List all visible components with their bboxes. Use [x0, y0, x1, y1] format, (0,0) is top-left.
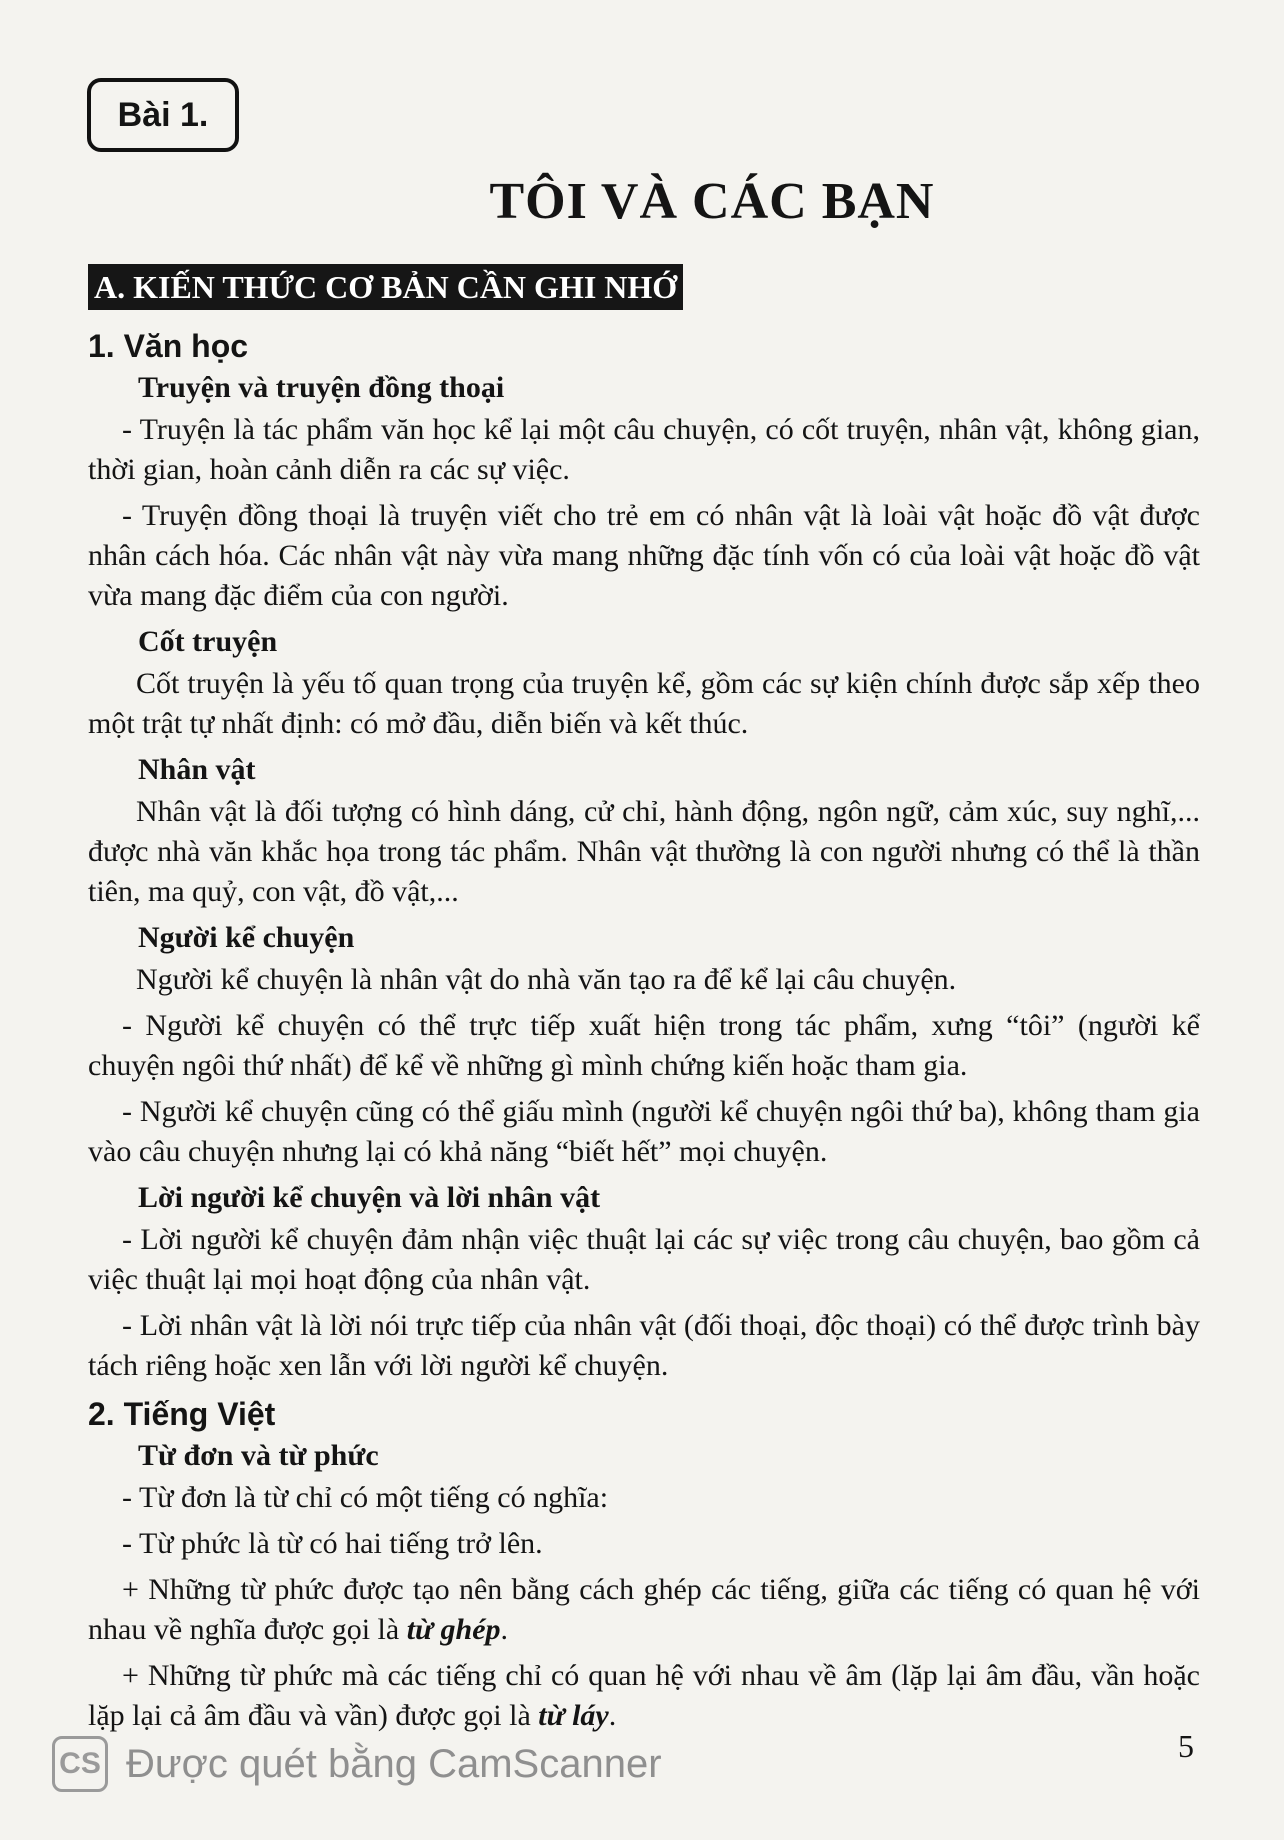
paragraph [88, 1656, 1200, 1736]
page-title: TÔI VÀ CÁC BẠN [489, 173, 935, 230]
paragraph: - Người kể chuyện có thể trực tiếp xuất hiện trong tác phẩm, xưng “tôi” (người kể chuyện ngôi thứ nhất) để kể về những gì mình chứng kiến hoặc tham gia. [88, 1009, 1200, 1082]
camscanner-logo-icon: CS [52, 1736, 108, 1792]
paragraph: Nhân vật là đối tượng có hình dáng, cử chỉ, hành động, ngôn ngữ, cảm xúc, suy nghĩ,... được nhà văn khắc họa trong tác phẩm. Nhân vật thường là con người nhưng có thể là thần tiên, ma quỷ, con vật, đồ vật,... [88, 795, 1200, 908]
subheading-nguoi-ke-chuyen: Người kể chuyện [138, 921, 355, 954]
paragraph: Cốt truyện là yếu tố quan trọng của truyện kể, gồm các sự kiện chính được sắp xếp theo một trật tự nhất định: có mở đầu, diễn biến và kết thúc. [88, 667, 1200, 740]
heading-tieng-viet: 2. Tiếng Việt [88, 1396, 276, 1432]
paragraph: - Từ đơn là từ chỉ có một tiếng có nghĩa: [122, 1481, 609, 1514]
subheading-loi-ke: Lời người kể chuyện và lời nhân vật [138, 1181, 601, 1214]
paragraph: - Truyện đồng thoại là truyện viết cho trẻ em có nhân vật là loài vật hoặc đồ vật được nhân cách hóa. Các nhân vật này vừa mang những đặc tính vốn có của loài vật hoặc đồ vật vừa mang đặc điểm của con người. [88, 499, 1200, 612]
paragraph: Người kể chuyện là nhân vật do nhà văn tạo ra để kể lại câu chuyện. [136, 963, 957, 996]
term-tu-lay: từ láy [538, 1699, 609, 1732]
subheading-tu-don-tu-phuc: Từ đơn và từ phức [138, 1439, 379, 1472]
paragraph: - Lời người kể chuyện đảm nhận việc thuật lại các sự việc trong câu chuyện, bao gồm cả việc thuật lại mọi hoạt động của nhân vật. [88, 1223, 1200, 1296]
paragraph: - Người kể chuyện cũng có thể giấu mình (người kể chuyện ngôi thứ ba), không tham gia vào câu chuyện nhưng lại có khả năng “biết hết” mọi chuyện. [88, 1095, 1200, 1168]
page-number: 5 [1178, 1728, 1194, 1764]
text: + Những từ phức được tạo nên bằng cách ghép các tiếng, giữa các tiếng có quan hệ với nhau về nghĩa được gọi là [88, 1573, 1200, 1646]
text: . [608, 1699, 617, 1732]
text: . [500, 1613, 509, 1646]
main-content [88, 320, 1200, 1742]
watermark-text: Được quét bằng CamScanner [126, 1741, 662, 1786]
paragraph: - Từ phức là từ có hai tiếng trở lên. [122, 1527, 543, 1560]
heading-van-hoc: 1. Văn học [88, 328, 249, 364]
paragraph: - Lời nhân vật là lời nói trực tiếp của nhân vật (đối thoại, độc thoại) có thể được trình bày tách riêng hoặc xen lẫn với lời người kể chuyện. [88, 1309, 1200, 1382]
text: + Những từ phức mà các tiếng chỉ có quan hệ với nhau về âm (lặp lại âm đầu, vần hoặc lặp lại cả âm đầu và vần) được gọi là [88, 1659, 1200, 1732]
subheading-cot-truyen: Cốt truyện [138, 625, 278, 658]
paragraph: - Truyện là tác phẩm văn học kể lại một câu chuyện, có cốt truyện, nhân vật, không gian, thời gian, hoàn cảnh diễn ra các sự việc. [88, 413, 1200, 486]
subheading-nhan-vat: Nhân vật [138, 753, 256, 786]
term-tu-ghep: từ ghép [406, 1613, 501, 1646]
subheading-truyen: Truyện và truyện đồng thoại [138, 371, 505, 404]
section-heading-a: A. KIẾN THỨC CƠ BẢN CẦN GHI NHỚ [88, 264, 683, 310]
paragraph [88, 1570, 1200, 1650]
lesson-label: Bài 1. [87, 78, 239, 152]
scanner-watermark [52, 1736, 662, 1792]
